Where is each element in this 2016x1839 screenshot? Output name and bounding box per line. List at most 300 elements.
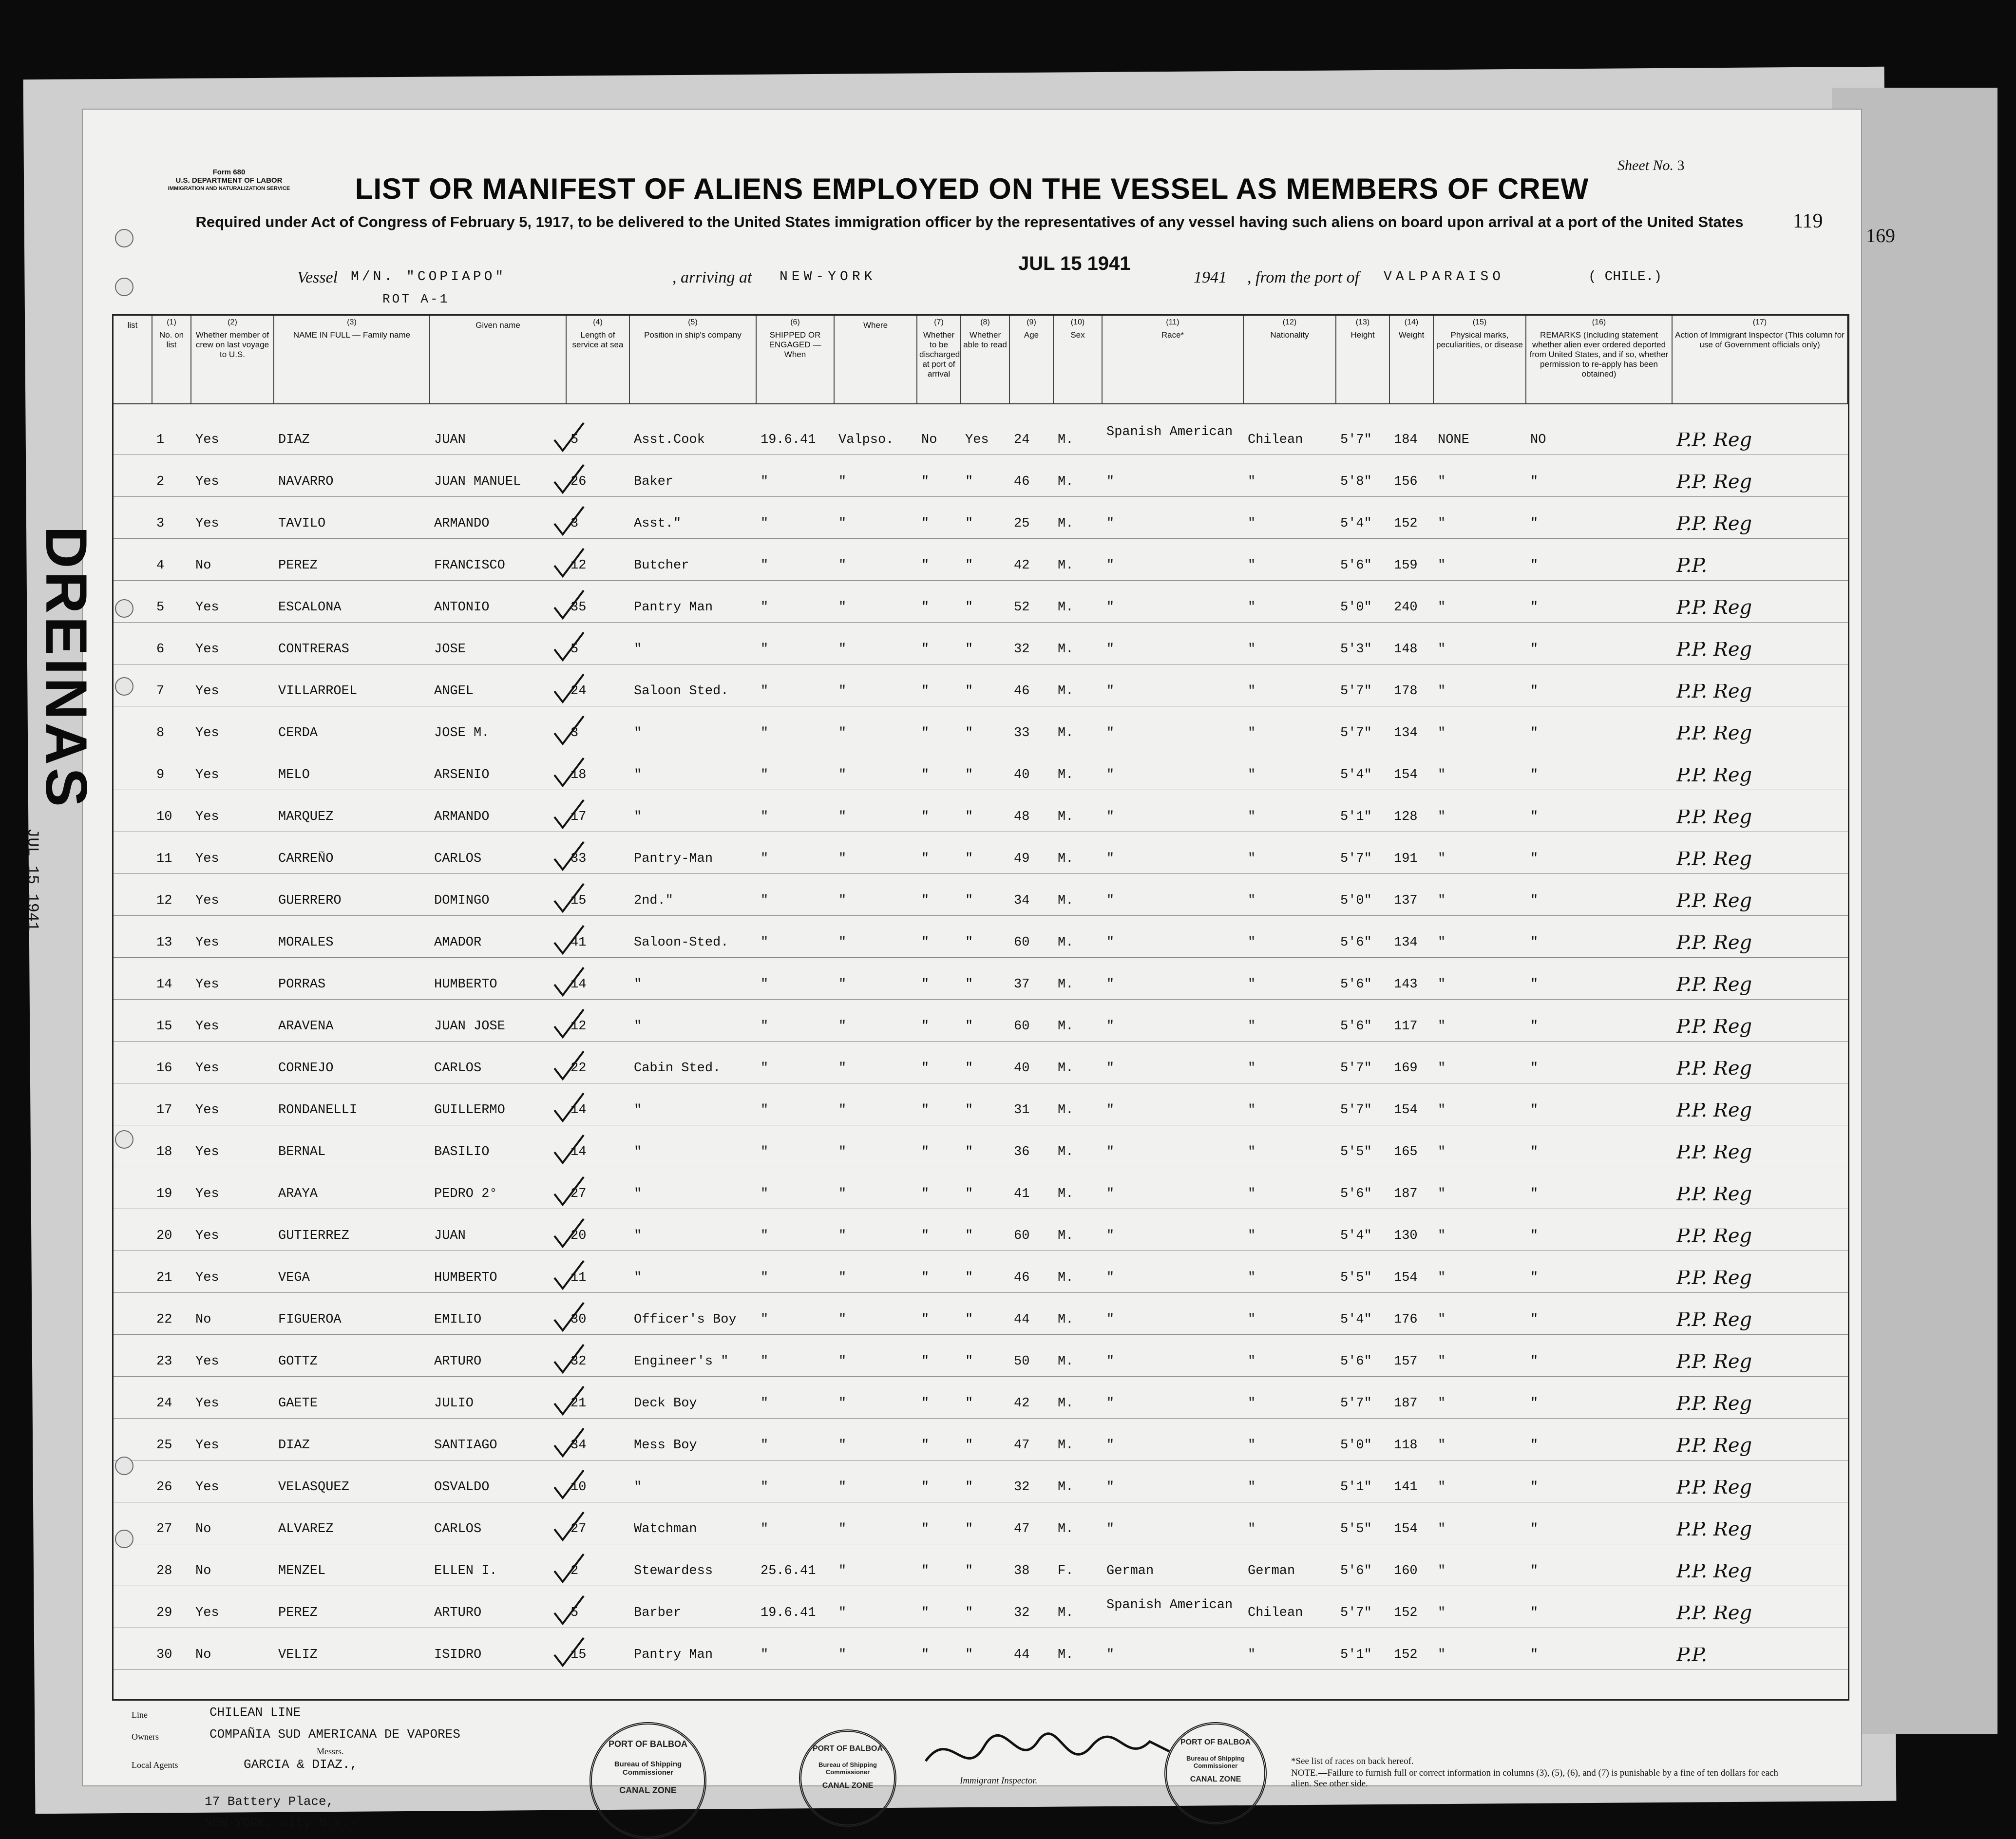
cell-height: 5'6" <box>1340 1019 1372 1034</box>
cell-no: 17 <box>156 1103 172 1118</box>
cell-no: 28 <box>156 1564 172 1578</box>
cell-sex: M. <box>1058 1229 1074 1243</box>
cell-discharged: " <box>921 1438 930 1453</box>
line-label: Line <box>132 1710 148 1720</box>
cell-nationality: " <box>1248 1522 1256 1536</box>
cell-sex: M. <box>1058 1312 1074 1327</box>
cell-remarks: " <box>1530 1103 1539 1118</box>
cell-family: MORALES <box>278 935 334 950</box>
cell-nationality: " <box>1248 474 1256 489</box>
cell-no: 9 <box>156 768 165 782</box>
cell-sex: M. <box>1058 642 1074 657</box>
cell-no: 6 <box>156 642 165 657</box>
form-number: Form 680 <box>212 168 246 176</box>
cell-when: " <box>761 1480 769 1495</box>
cell-last: Yes <box>195 600 219 615</box>
cell-service: 3 <box>571 516 579 531</box>
column-label: NAME IN FULL — Family name <box>293 330 411 340</box>
cell-family: TAVILO <box>278 516 326 531</box>
cell-discharged: " <box>921 977 930 992</box>
cell-weight: 152 <box>1394 1648 1418 1662</box>
cell-remarks: " <box>1530 1396 1539 1411</box>
from-label: , from the port of <box>1247 268 1360 286</box>
check-mark <box>552 1342 586 1376</box>
cell-remarks: " <box>1530 1229 1539 1243</box>
cell-read: " <box>965 810 973 824</box>
sheet-number <box>1617 157 1684 174</box>
cell-nationality: " <box>1248 600 1256 615</box>
cell-position: " <box>634 1019 642 1034</box>
cell-when: " <box>761 726 769 740</box>
cell-last: Yes <box>195 1229 219 1243</box>
cell-position: 2nd." <box>634 893 674 908</box>
cell-nationality: " <box>1248 684 1256 699</box>
cell-sex: M. <box>1058 1103 1074 1118</box>
cell-when: " <box>761 893 769 908</box>
cell-last: Yes <box>195 768 219 782</box>
cell-last: Yes <box>195 474 219 489</box>
stamp-port: PORT OF BALBOA <box>813 1744 883 1753</box>
cell-weight: 134 <box>1394 935 1418 950</box>
column-header <box>152 316 191 403</box>
cell-discharged: " <box>921 600 930 615</box>
cell-when: 19.6.41 <box>761 433 816 447</box>
cell-discharged: " <box>921 684 930 699</box>
cell-remarks: " <box>1530 684 1539 699</box>
cell-height: 5'1" <box>1340 1648 1372 1662</box>
cell-height: 5'7" <box>1340 852 1372 866</box>
cell-read: " <box>965 1522 973 1536</box>
cell-height: 5'6" <box>1340 1564 1372 1578</box>
cell-race: " <box>1106 893 1115 908</box>
cell-marks: " <box>1438 1606 1446 1620</box>
cell-action: P.P. Reg <box>1676 935 1752 954</box>
stamp-bureau: Bureau of Shipping Commissioner <box>614 1760 682 1777</box>
cell-service: 15 <box>571 1648 587 1662</box>
cell-sex: M. <box>1058 600 1074 615</box>
cell-service: 12 <box>571 558 587 573</box>
cell-last: Yes <box>195 684 219 699</box>
cell-given: ARMANDO <box>434 810 490 824</box>
cell-discharged: " <box>921 935 930 950</box>
cell-race: " <box>1106 642 1115 657</box>
inspector-signature <box>921 1722 1174 1785</box>
column-header <box>1526 316 1673 403</box>
cell-sex: M. <box>1058 1354 1074 1369</box>
column-header <box>835 316 917 403</box>
cell-read: Yes <box>965 433 989 447</box>
cell-remarks: " <box>1530 935 1539 950</box>
cell-position: " <box>634 726 642 740</box>
cell-nationality: " <box>1248 1438 1256 1453</box>
cell-age: 31 <box>1014 1103 1030 1118</box>
column-header <box>567 316 630 403</box>
cell-action: P.P. Reg <box>1676 642 1752 661</box>
column-label: Given name <box>475 321 520 330</box>
cell-sex: M. <box>1058 977 1074 992</box>
column-header <box>1336 316 1390 403</box>
cell-read: " <box>965 516 973 531</box>
cell-height: 5'6" <box>1340 558 1372 573</box>
cell-race: German <box>1106 1564 1154 1578</box>
cell-family: ALVAREZ <box>278 1522 334 1536</box>
page-number: 119 <box>1793 210 1823 232</box>
header-divider <box>114 403 1848 404</box>
cell-where: " <box>838 516 847 531</box>
cell-service: 2 <box>571 1564 579 1578</box>
cell-position: Officer's Boy <box>634 1312 737 1327</box>
cell-height: 5'7" <box>1340 726 1372 740</box>
cell-action: P.P. Reg <box>1676 1354 1752 1373</box>
cell-given: JUAN <box>434 1229 466 1243</box>
cell-age: 42 <box>1014 1396 1030 1411</box>
cell-action: P.P. Reg <box>1676 768 1752 786</box>
cell-nationality: " <box>1248 810 1256 824</box>
cell-when: " <box>761 1396 769 1411</box>
column-number: (11) <box>1166 318 1179 326</box>
check-mark <box>552 1635 586 1669</box>
cell-family: PORRAS <box>278 977 326 992</box>
cell-nationality: " <box>1248 1396 1256 1411</box>
cell-no: 4 <box>156 558 165 573</box>
cell-sex: M. <box>1058 474 1074 489</box>
check-mark <box>552 965 586 999</box>
cell-family: BERNAL <box>278 1145 326 1159</box>
cell-no: 26 <box>156 1480 172 1495</box>
cell-nationality: " <box>1248 1354 1256 1369</box>
cell-service: 41 <box>571 935 587 950</box>
cell-no: 24 <box>156 1396 172 1411</box>
cell-weight: 148 <box>1394 642 1418 657</box>
cell-last: Yes <box>195 1103 219 1118</box>
cell-where: " <box>838 1522 847 1536</box>
cell-marks: " <box>1438 935 1446 950</box>
cell-action: P.P. Reg <box>1676 1564 1752 1582</box>
cell-age: 47 <box>1014 1438 1030 1453</box>
vessel-name: M/N. "COPIAPO" <box>351 269 507 284</box>
cell-given: JUAN JOSE <box>434 1019 505 1034</box>
cell-sex: F. <box>1058 1564 1074 1578</box>
cell-remarks: " <box>1530 1480 1539 1495</box>
cell-sex: M. <box>1058 810 1074 824</box>
cell-service: 27 <box>571 1522 587 1536</box>
cell-weight: 157 <box>1394 1354 1418 1369</box>
column-label: Height <box>1350 330 1375 340</box>
cell-remarks: " <box>1530 474 1539 489</box>
cell-when: " <box>761 1187 769 1201</box>
cell-no: 27 <box>156 1522 172 1536</box>
cell-position: Pantry Man <box>634 600 713 615</box>
cell-marks: " <box>1438 768 1446 782</box>
cell-last: Yes <box>195 433 219 447</box>
cell-position: Asst." <box>634 516 682 531</box>
cell-when: " <box>761 558 769 573</box>
departure-country: ( CHILE.) <box>1588 269 1662 284</box>
cell-where: " <box>838 1606 847 1620</box>
cell-when: " <box>761 1648 769 1662</box>
cell-age: 46 <box>1014 474 1030 489</box>
column-label: Whether to be discharged at port of arrival <box>919 330 960 379</box>
cell-weight: 118 <box>1394 1438 1418 1453</box>
cell-discharged: " <box>921 1103 930 1118</box>
cell-given: DOMINGO <box>434 893 490 908</box>
cell-age: 32 <box>1014 1480 1030 1495</box>
cell-discharged: " <box>921 1396 930 1411</box>
cell-age: 40 <box>1014 1061 1030 1076</box>
cell-given: AMADOR <box>434 935 482 950</box>
cell-where: " <box>838 474 847 489</box>
agents-value: GARCIA & DIAZ., <box>244 1757 358 1772</box>
balboa-stamp-3 <box>1164 1722 1267 1824</box>
cell-weight: 169 <box>1394 1061 1418 1076</box>
cell-race: " <box>1106 1061 1115 1076</box>
cell-race: " <box>1106 1480 1115 1495</box>
cell-service: 11 <box>571 1270 587 1285</box>
cell-family: CARREÑO <box>278 852 334 866</box>
check-mark <box>552 1175 586 1209</box>
cell-race: " <box>1106 558 1115 573</box>
cell-service: 32 <box>571 1354 587 1369</box>
cell-action: P.P. Reg <box>1676 474 1752 493</box>
cell-read: " <box>965 1229 973 1243</box>
cell-where: " <box>838 977 847 992</box>
cell-remarks: " <box>1530 1061 1539 1076</box>
cell-family: ARAVENA <box>278 1019 334 1034</box>
cell-read: " <box>965 726 973 740</box>
column-header <box>191 316 274 403</box>
cell-weight: 187 <box>1394 1187 1418 1201</box>
departure-port: VALPARAISO <box>1384 269 1505 284</box>
cell-age: 24 <box>1014 433 1030 447</box>
cell-where: " <box>838 684 847 699</box>
cell-service: 14 <box>571 1145 587 1159</box>
column-header <box>1673 316 1848 403</box>
rot-number: ROT A-1 <box>382 292 450 306</box>
cell-weight: 154 <box>1394 768 1418 782</box>
cell-last: Yes <box>195 977 219 992</box>
cell-nationality: " <box>1248 893 1256 908</box>
column-number: (1) <box>167 318 176 326</box>
cell-discharged: " <box>921 474 930 489</box>
cell-given: ELLEN I. <box>434 1564 497 1578</box>
cell-remarks: NO <box>1530 433 1546 447</box>
check-mark <box>552 462 586 496</box>
cell-weight: 240 <box>1394 600 1418 615</box>
column-number: (4) <box>593 318 603 326</box>
cell-where: " <box>838 1061 847 1076</box>
check-mark <box>552 1133 586 1167</box>
cell-service: 14 <box>571 977 587 992</box>
cell-age: 46 <box>1014 684 1030 699</box>
cell-height: 5'1" <box>1340 1480 1372 1495</box>
cell-remarks: " <box>1530 1019 1539 1034</box>
column-label: Action of Immigrant Inspector (This column for use of Government officials only) <box>1675 330 1845 349</box>
cell-discharged: " <box>921 893 930 908</box>
cell-last: Yes <box>195 1187 219 1201</box>
cell-marks: " <box>1438 516 1446 531</box>
cell-when: " <box>761 642 769 657</box>
cell-age: 33 <box>1014 726 1030 740</box>
cell-position: " <box>634 1187 642 1201</box>
check-mark <box>552 1091 586 1125</box>
stamp-zone: CANAL ZONE <box>1190 1775 1241 1783</box>
check-mark <box>552 1468 586 1502</box>
cell-position: Pantry Man <box>634 1648 713 1662</box>
cell-nationality: " <box>1248 516 1256 531</box>
cell-weight: 130 <box>1394 1229 1418 1243</box>
check-mark <box>552 714 586 748</box>
check-mark <box>552 923 586 957</box>
cell-read: " <box>965 1564 973 1578</box>
cell-position: " <box>634 1480 642 1495</box>
cell-discharged: " <box>921 1312 930 1327</box>
cell-weight: 165 <box>1394 1145 1418 1159</box>
cell-action: P.P. Reg <box>1676 433 1752 451</box>
column-number: (5) <box>688 318 698 326</box>
cell-marks: " <box>1438 1270 1446 1285</box>
cell-action: P.P. Reg <box>1676 726 1752 744</box>
cell-given: JOSE M. <box>434 726 490 740</box>
cell-weight: 156 <box>1394 474 1418 489</box>
cell-no: 29 <box>156 1606 172 1620</box>
column-number: (8) <box>980 318 990 326</box>
cell-height: 5'4" <box>1340 1229 1372 1243</box>
cell-position: Baker <box>634 474 674 489</box>
check-mark <box>552 672 586 706</box>
cell-no: 30 <box>156 1648 172 1662</box>
column-label: Position in ship's company <box>644 330 742 340</box>
cell-no: 25 <box>156 1438 172 1453</box>
cell-last: Yes <box>195 1438 219 1453</box>
cell-read: " <box>965 1438 973 1453</box>
cell-position: " <box>634 1145 642 1159</box>
cell-discharged: " <box>921 1522 930 1536</box>
cell-race: " <box>1106 810 1115 824</box>
cell-when: " <box>761 1438 769 1453</box>
cell-when: " <box>761 768 769 782</box>
cell-where: " <box>838 1354 847 1369</box>
check-mark <box>552 546 586 580</box>
owners-label: Owners <box>132 1732 159 1742</box>
cell-family: VEGA <box>278 1270 310 1285</box>
cell-where: " <box>838 726 847 740</box>
check-mark <box>552 756 586 790</box>
cell-height: 5'0" <box>1340 893 1372 908</box>
cell-sex: M. <box>1058 1145 1074 1159</box>
cell-where: " <box>838 1438 847 1453</box>
balboa-stamp-2 <box>799 1729 896 1827</box>
cell-given: JUAN <box>434 433 466 447</box>
cell-service: 22 <box>571 1061 587 1076</box>
cell-weight: 128 <box>1394 810 1418 824</box>
cell-no: 2 <box>156 474 165 489</box>
cell-sex: M. <box>1058 1606 1074 1620</box>
manifest-page <box>83 110 1895 1830</box>
sheet-number-value: 3 <box>1677 157 1685 173</box>
check-mark <box>552 630 586 664</box>
cell-weight: 184 <box>1394 433 1418 447</box>
column-header <box>430 316 567 403</box>
cell-height: 5'5" <box>1340 1270 1372 1285</box>
cell-given: ARSENIO <box>434 768 490 782</box>
cell-given: ARMANDO <box>434 516 490 531</box>
cell-discharged: " <box>921 1270 930 1285</box>
cell-read: " <box>965 1648 973 1662</box>
cell-service: 33 <box>571 852 587 866</box>
cell-weight: 187 <box>1394 1396 1418 1411</box>
cell-read: " <box>965 1354 973 1369</box>
cell-service: 30 <box>571 1312 587 1327</box>
check-mark <box>552 1552 586 1586</box>
cell-no: 5 <box>156 600 165 615</box>
cell-position: " <box>634 977 642 992</box>
cell-last: No <box>195 1522 211 1536</box>
check-mark <box>552 504 586 538</box>
column-number: (9) <box>1027 318 1036 326</box>
cell-discharged: " <box>921 516 930 531</box>
cell-marks: " <box>1438 1396 1446 1411</box>
side-page-number: 169 <box>1866 225 1895 246</box>
cell-last: Yes <box>195 810 219 824</box>
cell-age: 47 <box>1014 1522 1030 1536</box>
cell-position: " <box>634 1229 642 1243</box>
cell-nationality: " <box>1248 726 1256 740</box>
side-stamp-text: DREINAS <box>34 526 99 810</box>
cell-given: BASILIO <box>434 1145 490 1159</box>
cell-position: Watchman <box>634 1522 697 1536</box>
signature-scribble <box>921 1722 1174 1785</box>
cell-service: 17 <box>571 810 587 824</box>
cell-remarks: " <box>1530 1187 1539 1201</box>
cell-sex: M. <box>1058 726 1074 740</box>
cell-nationality: " <box>1248 558 1256 573</box>
cell-race: " <box>1106 684 1115 699</box>
cell-race: " <box>1106 852 1115 866</box>
cell-when: " <box>761 1145 769 1159</box>
cell-read: " <box>965 558 973 573</box>
check-mark <box>552 839 586 873</box>
cell-nationality: " <box>1248 642 1256 657</box>
cell-height: 5'4" <box>1340 516 1372 531</box>
cell-family: FIGUEROA <box>278 1312 342 1327</box>
cell-given: PEDRO 2° <box>434 1187 497 1201</box>
cell-discharged: " <box>921 1145 930 1159</box>
cell-service: 5 <box>571 642 579 657</box>
cell-where: " <box>838 935 847 950</box>
column-header <box>1434 316 1526 403</box>
cell-action: P.P. Reg <box>1676 1606 1752 1624</box>
cell-action: P.P. Reg <box>1676 1103 1752 1121</box>
cell-when: " <box>761 1103 769 1118</box>
cell-nationality: " <box>1248 768 1256 782</box>
cell-marks: " <box>1438 1354 1446 1369</box>
cell-last: No <box>195 1312 211 1327</box>
column-label: Nationality <box>1270 330 1309 340</box>
binder-hole <box>115 599 133 618</box>
cell-marks: NONE <box>1438 433 1469 447</box>
cell-age: 41 <box>1014 1187 1030 1201</box>
column-label: Whether able to read <box>963 330 1007 349</box>
check-mark <box>552 881 586 915</box>
column-number: (6) <box>790 318 800 326</box>
column-label: Sex <box>1070 330 1085 340</box>
cell-discharged: " <box>921 810 930 824</box>
cell-race: " <box>1106 1019 1115 1034</box>
cell-nationality: " <box>1248 1270 1256 1285</box>
cell-marks: " <box>1438 1312 1446 1327</box>
column-header <box>1244 316 1336 403</box>
cell-discharged: " <box>921 1187 930 1201</box>
